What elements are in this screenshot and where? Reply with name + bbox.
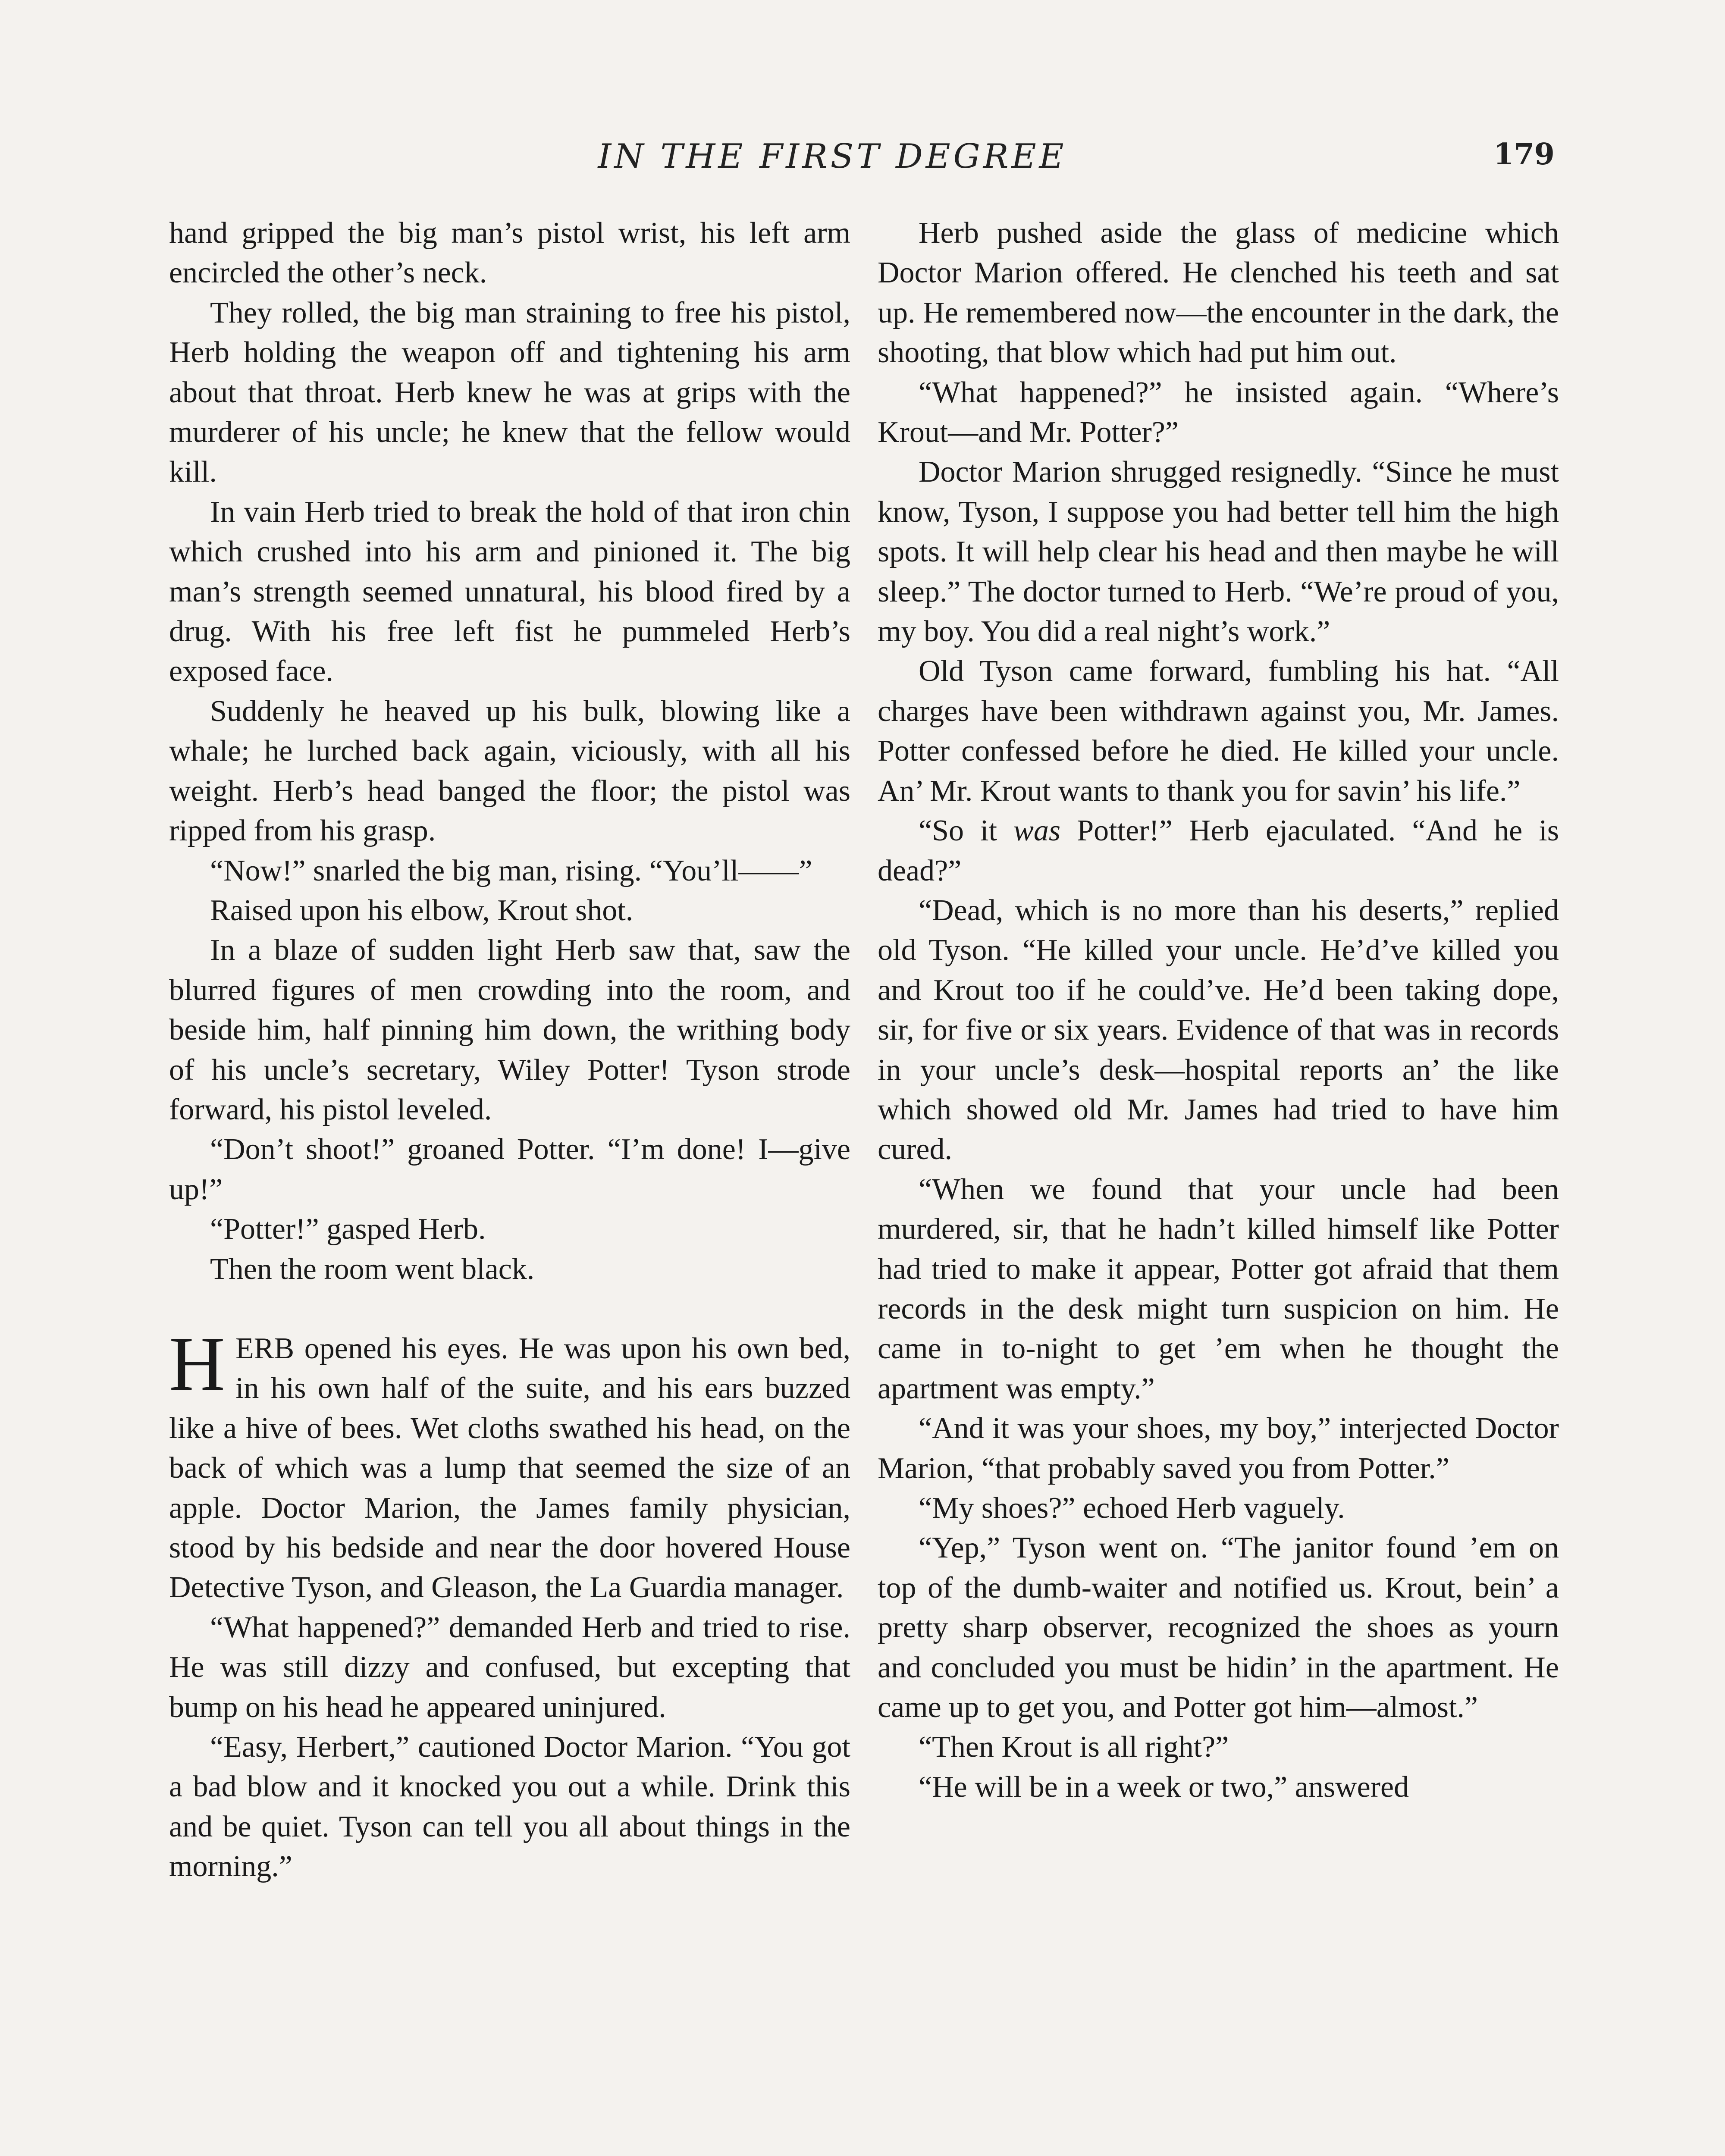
paragraph: “What happened?” he insisted again. “Where’s Krout—and Mr. Potter?”: [878, 376, 1559, 449]
paragraph: “He will be in a week or two,” answered: [919, 1770, 1409, 1804]
paragraph: [878, 811, 1559, 891]
paragraph: Herb pushed aside the glass of medicine which Doctor Marion offered. He clenched his teeth and sat up. He remembered now—the encounter in the dark, the shooting, that blow which had put him out.: [878, 216, 1559, 370]
paragraph-text: Potter!” Herb ejaculated. “And he is dead?”: [878, 814, 1559, 887]
paragraph: “Yep,” Tyson went on. “The janitor found ’em on top of the dumb-waiter and notified us. Krout, bein’ a pretty sharp observer, recognized the shoes as yourn and concluded you must be hidin’ in the apartment. He came up to get you, and Potter got him—almost.”: [878, 1531, 1559, 1724]
paragraph: “What happened?” demanded Herb and tried to rise. He was still dizzy and confused, but excepting that bump on his head he appeared uninjured.: [169, 1611, 850, 1724]
paragraph: Old Tyson came forward, fumbling his hat. “All charges have been withdrawn against you, Mr. James. Potter confessed before he died. He killed your uncle. An’ Mr. Krout wants to thank you for savin’ his life.”: [878, 655, 1559, 808]
page-number: 179: [1493, 137, 1555, 172]
paragraph: Raised upon his elbow, Krout shot.: [210, 893, 634, 927]
paragraph-section-start: [169, 1320, 850, 1608]
drop-cap: H: [169, 1320, 225, 1407]
left-column: [169, 213, 850, 1887]
paragraph: “Easy, Herbert,” cautioned Doctor Marion. “You got a bad blow and it knocked you out a while. Drink this and be quiet. Tyson can tell you all about things in the morning.”: [169, 1730, 850, 1883]
paragraph: hand gripped the big man’s pistol wrist, his left arm encircled the other’s neck.: [169, 216, 850, 290]
paragraph: Doctor Marion shrugged resignedly. “Since he must know, Tyson, I suppose you had better tell him the high spots. It will help clear his head and then maybe he will sleep.” The doctor turned to Herb. “We’re proud of you, my boy. You did a real night’s work.”: [878, 455, 1559, 649]
paragraph: They rolled, the big man straining to free his pistol, Herb holding the weapon off and tightening his arm about that throat. Herb knew he was at grips with the murderer of his uncle; he knew that the fellow would kill.: [169, 296, 850, 489]
running-title: IN THE FIRST DEGREE: [598, 137, 1067, 176]
paragraph-text: ERB opened his eyes. He was upon his own bed, in his own half of the suite, and his ears buzzed like a hive of bees. Wet cloths swathed his head, on the back of which was a lump that seemed the size of an apple. Doctor Marion, the James family physician, stood by his bedside and near the door hovered House Detective Tyson, and Gleason, the La Guardia manager.: [169, 1332, 850, 1604]
running-head: [0, 129, 1725, 190]
section-break: [169, 1289, 850, 1329]
paragraph: Then the room went black.: [210, 1252, 535, 1286]
paragraph: “Dead, which is no more than his deserts,” replied old Tyson. “He killed your uncle. He’d’ve killed you and Krout too if he could’ve. He’d been taking dope, sir, for five or six years. Evidence of that was in records in your uncle’s desk—hospital reports an’ the like which showed old Mr. James had tried to have him cured.: [878, 893, 1559, 1166]
paragraph: Suddenly he heaved up his bulk, blowing like a whale; he lurched back again, viciously, with all his weight. Herb’s head banged the floor; the pistol was ripped from his grasp.: [169, 694, 850, 848]
paragraph: “And it was your shoes, my boy,” interjected Doctor Marion, “that probably saved you from Potter.”: [878, 1412, 1559, 1485]
paragraph: “Then Krout is all right?”: [919, 1730, 1229, 1764]
paragraph: “When we found that your uncle had been murdered, sir, that he hadn’t killed himself like Potter had tried to make it appear, Potter got afraid that them records in the desk might turn suspicion on him. He came in to-night to get ’em when he thought the apartment was empty.”: [878, 1172, 1559, 1405]
paragraph-text: “So it: [919, 814, 1014, 848]
paragraph: “Now!” snarled the big man, rising. “You’ll——”: [210, 854, 812, 887]
paragraph: In vain Herb tried to break the hold of that iron chin which crushed into his arm and pinioned it. The big man’s strength seemed unnatural, his blood fired by a drug. With his free left fist he pummeled Herb’s exposed face.: [169, 495, 850, 688]
emphasis: was: [1013, 814, 1061, 848]
paragraph: In a blaze of sudden light Herb saw that, saw the blurred figures of men crowding into the room, and beside him, half pinning him down, the writhing body of his uncle’s secretary, Wiley Potter! Tyson strode forward, his pistol leveled.: [169, 934, 850, 1126]
right-column: [878, 213, 1559, 1807]
paragraph: “My shoes?” echoed Herb vaguely.: [919, 1492, 1345, 1525]
paragraph: “Potter!” gasped Herb.: [210, 1213, 486, 1246]
paragraph: “Don’t shoot!” groaned Potter. “I’m done! I—give up!”: [169, 1133, 850, 1206]
